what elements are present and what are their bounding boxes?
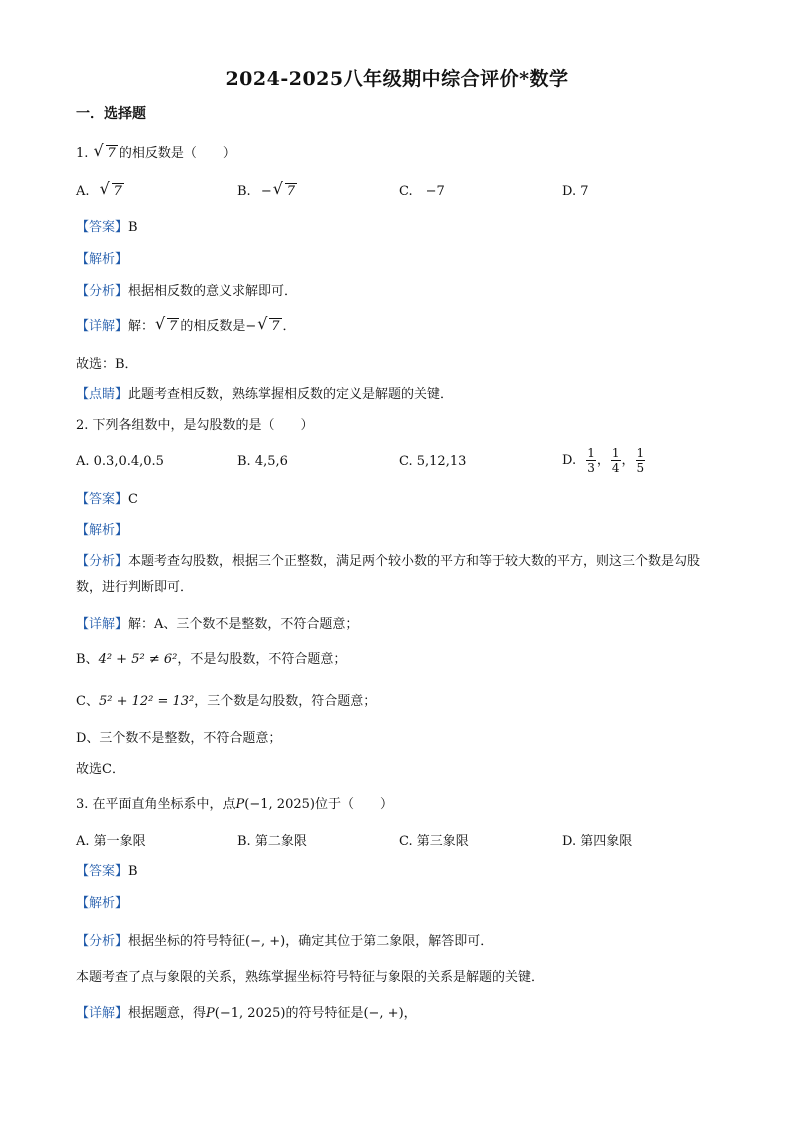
q2-fenxi: 【分析】本题考查勾股数，根据三个正整数，满足两个较小数的平方和等于较大数的平方，则这三个数是勾股数，进行判断即可． xyxy=(76,554,701,595)
q3-note: 本题考查了点与象限的关系，熟练掌握坐标符号特征与象限的关系是解题的关键． xyxy=(76,970,545,985)
page-title: 2024-2025八年级期中综合评价*数学 xyxy=(225,68,569,90)
q3-option-a: A. 第一象限 xyxy=(76,834,146,849)
q3-analysis-label: 【解析】 xyxy=(76,896,129,911)
q2-choose: 故选C． xyxy=(76,762,125,777)
q1-answer: 【答案】B xyxy=(76,220,138,235)
q3-option-b: B. 第二象限 xyxy=(237,834,307,849)
section-heading: 一．选择题 xyxy=(76,106,146,122)
q1-stem xyxy=(76,144,236,164)
q3-answer: 【答案】B xyxy=(76,864,138,879)
q2-option-a: A. 0.3,0.4,0.5 xyxy=(76,454,164,469)
q1-option-c: C. −7 xyxy=(399,184,445,199)
fraction: $\frac{1}{4}$ xyxy=(611,446,620,475)
q2-option-d: D. $\frac{1}{3}$ ， $\frac{1}{4}$ ， $\frac{1}{5}$ xyxy=(562,446,645,475)
q2-stem: 2. 下列各组数中，是勾股数的是（ ） xyxy=(76,418,314,433)
q3-option-d: D. 第四象限 xyxy=(562,834,633,849)
sqrt-symbol: √ 7 xyxy=(100,182,124,202)
q2-detail-d: D、三个数不是整数，不符合题意； xyxy=(76,731,282,746)
q1-detail: 【详解】解：√ 7 的相反数是−√ 7 ． xyxy=(76,317,296,337)
q2-analysis-label: 【解析】 xyxy=(76,523,129,538)
q1-stem-tail: 的相反数是（ ） xyxy=(118,146,236,161)
sqrt-symbol: √ 7 xyxy=(273,182,297,202)
q1-comment: 【点睛】此题考查相反数，熟练掌握相反数的定义是解题的关键． xyxy=(76,387,454,402)
q2-option-b: B. 4,5,6 xyxy=(237,454,288,469)
q1-option-b: B. −√ 7 xyxy=(237,182,298,202)
fraction: $\frac{1}{3}$ xyxy=(587,446,595,475)
q2-option-c: C. 5,12,13 xyxy=(399,454,467,469)
q2-answer: 【答案】C xyxy=(76,492,138,507)
q2-detail-b: B、4² + 5² ≠ 6²，不是勾股数，不符合题意； xyxy=(76,652,347,667)
q1-option-d: D. 7 xyxy=(562,184,589,199)
fraction: $\frac{1}{5}$ xyxy=(636,446,645,475)
q3-option-c: C. 第三象限 xyxy=(399,834,469,849)
q1-analysis-label: 【解析】 xyxy=(76,252,129,267)
q1-fenxi: 【分析】根据相反数的意义求解即可． xyxy=(76,284,298,299)
sqrt-symbol: √ 7 xyxy=(94,144,118,164)
q3-detail: 【详解】根据题意，得P(−1, 2025)的符号特征是(−, +)， xyxy=(76,1006,417,1021)
q3-fenxi: 【分析】根据坐标的符号特征(−, +)，确定其位于第二象限，解答即可． xyxy=(76,934,494,949)
q2-detail: 【详解】解：A、三个数不是整数，不符合题意； xyxy=(76,617,359,632)
q1-option-a: A. √ 7 xyxy=(76,182,125,202)
q3-stem: 3. 在平面直角坐标系中，点P(−1, 2025)位于（ ） xyxy=(76,797,393,812)
sqrt-symbol: √ 7 xyxy=(257,317,281,337)
q1-choose: 故选：B． xyxy=(76,357,138,372)
q2-detail-c: C、5² + 12² = 13²，三个数是勾股数，符合题意； xyxy=(76,694,377,709)
sqrt-symbol: √ 7 xyxy=(155,317,179,337)
q1-number: 1. xyxy=(76,146,89,161)
